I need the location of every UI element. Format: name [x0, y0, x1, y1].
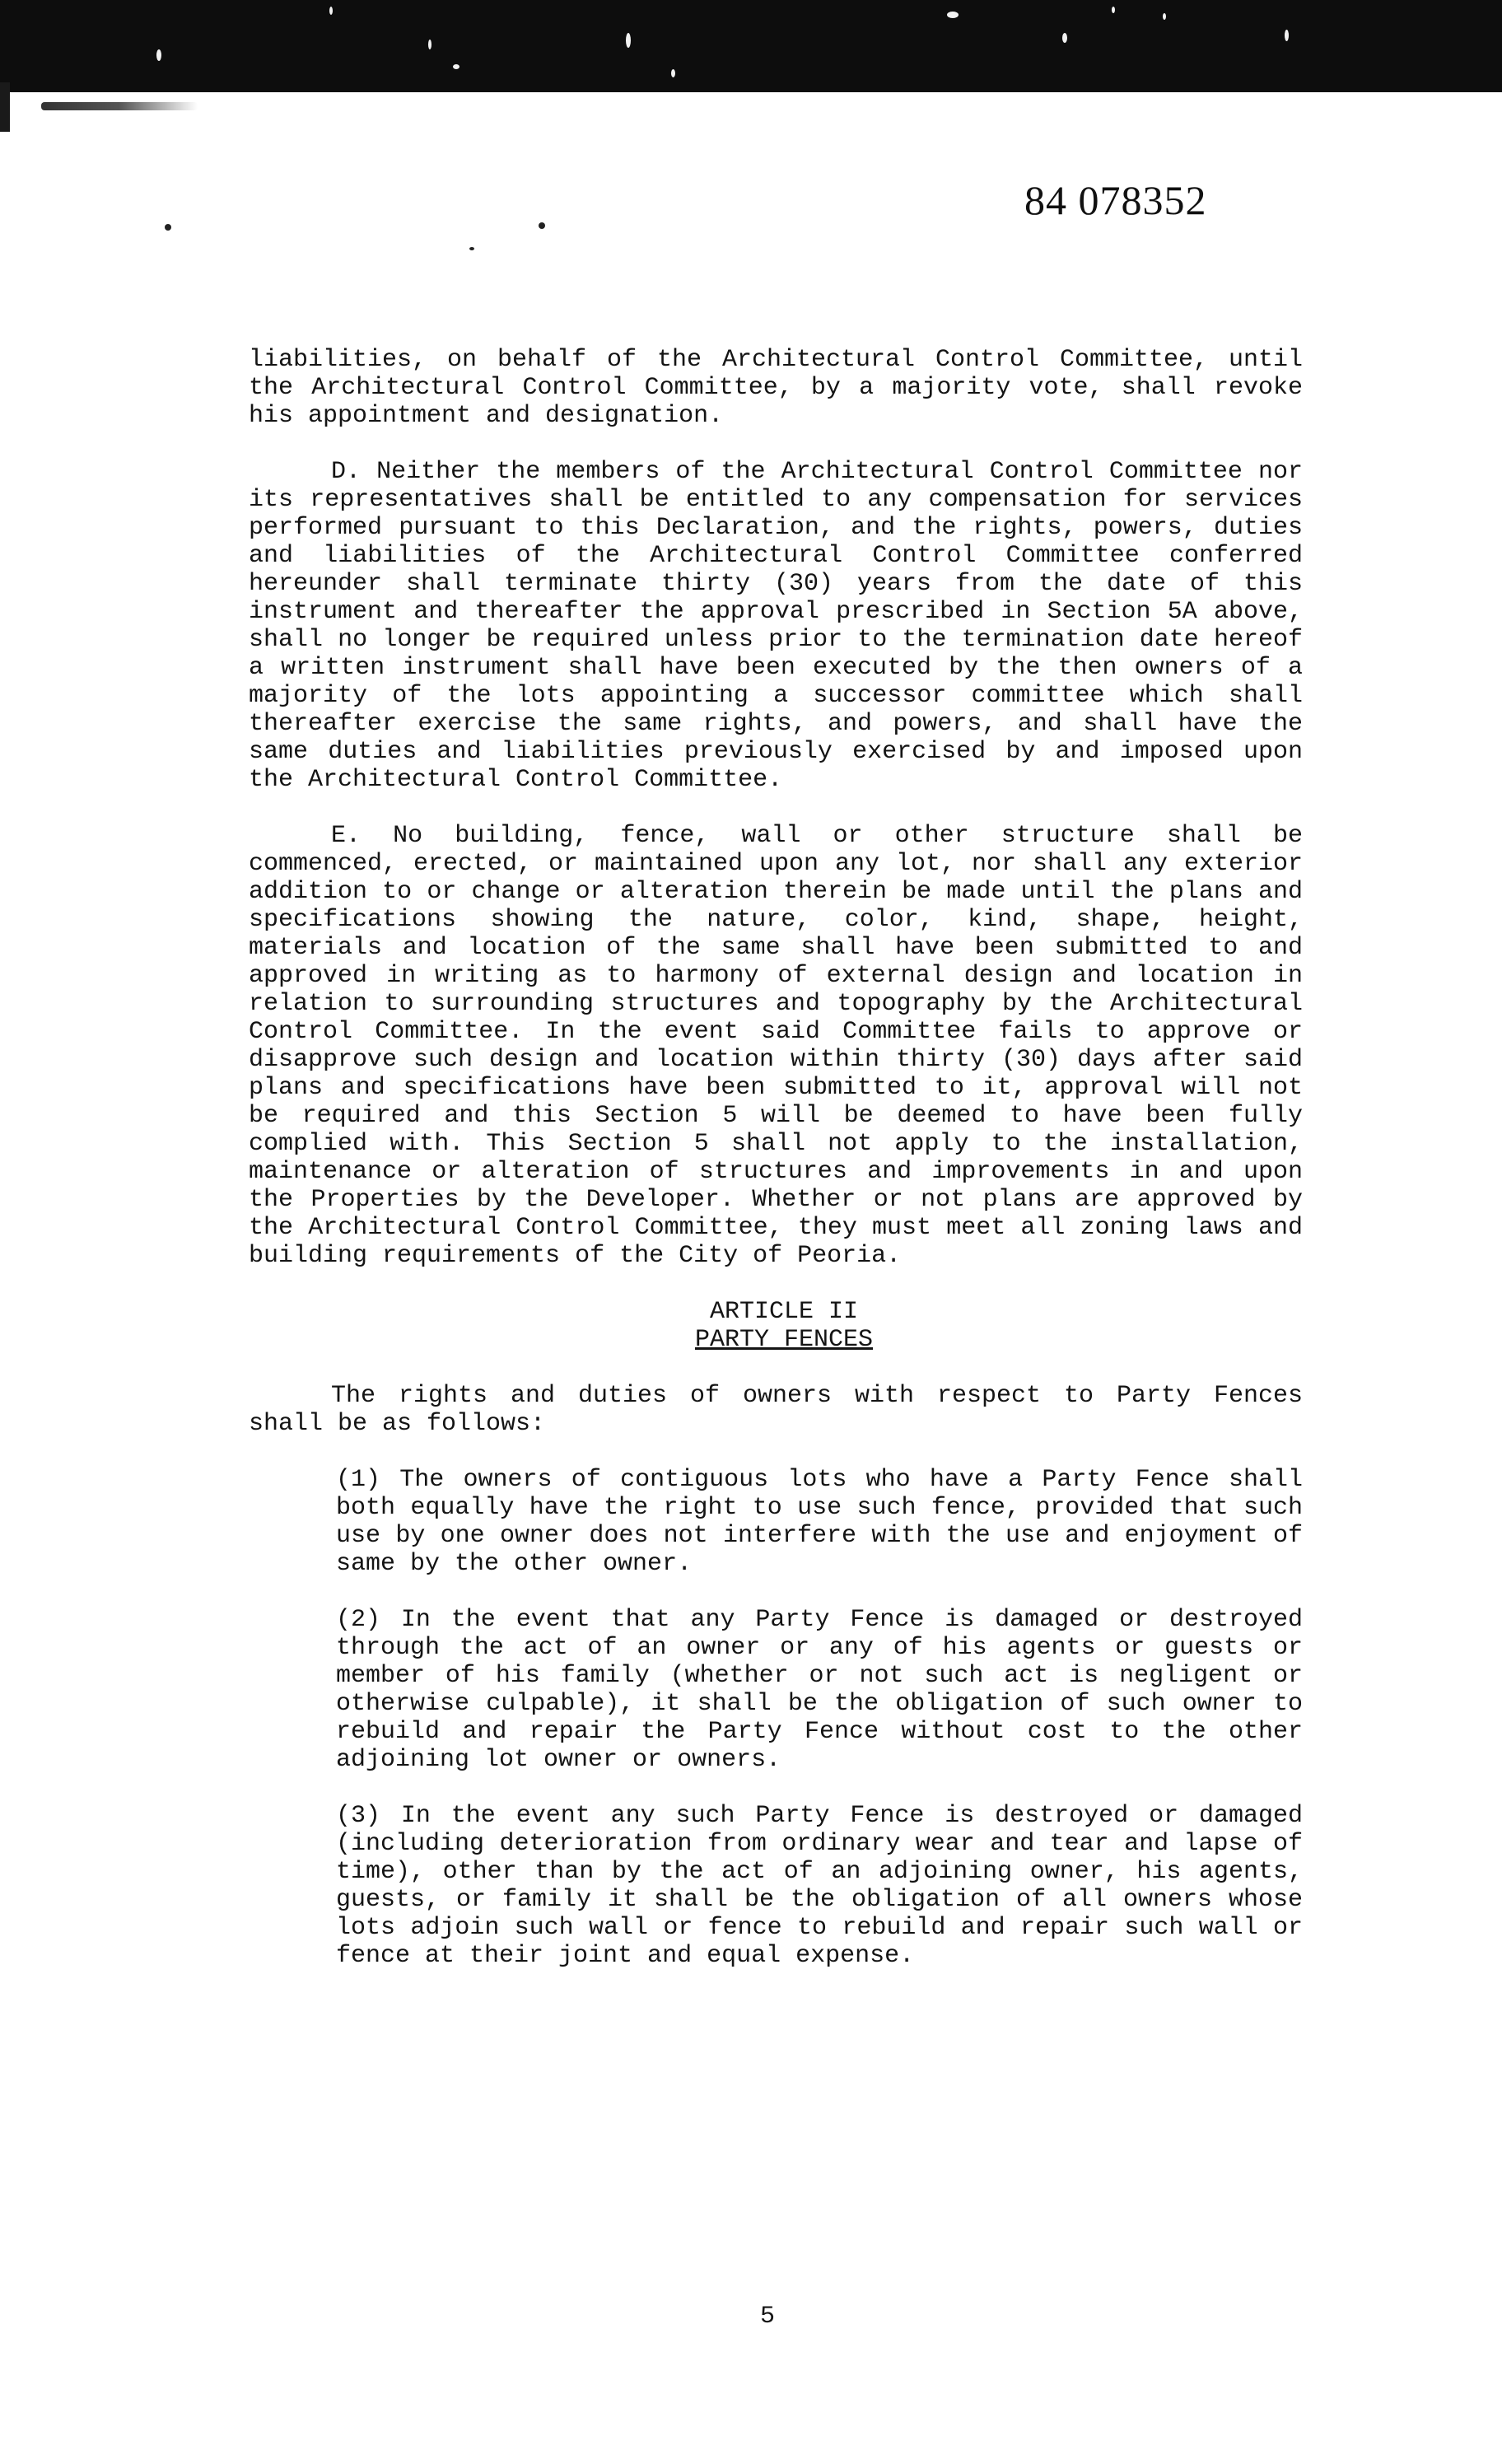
- scan-smudge: [41, 102, 198, 110]
- paragraph-e: E. No building, fence, wall or other structure shall be commenced, erected, or maintained upon any lot, nor shall any exterior addition to or change or alteration therein be made until the plans and specifications showing the nature, color, kind, shape, height, materials and location of the same shall have been submitted to and approved in writing as to harmony of external design and location in relation to surrounding structures and topography by the Architectural Control Committee. In the event said Committee fails to approve or disapprove such design and location within thirty (30) days after said plans and specifications have been submitted to it, approval will not be required and this Section 5 will be deemed to have been fully complied with. This Section 5 shall not apply to the installation, maintenance or alteration of structures and improvements in and upon the Properties by the Developer. Whether or not plans are approved by the Architectural Control Committee, they must meet all zoning laws and building requirements of the City of Peoria.: [249, 822, 1303, 1270]
- scan-dot: [165, 224, 171, 231]
- article-number: ARTICLE II: [709, 1298, 859, 1326]
- article-intro: The rights and duties of owners with respect to Party Fences shall be as follows:: [249, 1382, 1303, 1438]
- list-item: (2) In the event that any Party Fence is damaged or destroyed through the act of an owner or any of his agents or guests or member of his family (whether or not such act is negligent or otherwise culpable), it shall be the obligation of such owner to rebuild and repair the Party Fence without cost to the other adjoining lot owner or owners.: [336, 1606, 1303, 1774]
- scan-border-left: [0, 82, 10, 132]
- document-body: [249, 346, 1303, 1998]
- scan-border-top: [0, 0, 1502, 92]
- paragraph-continuation: liabilities, on behalf of the Architectural Control Committee, until the Architectural Control Committee, by a majority vote, shall revoke his appointment and designation.: [249, 346, 1303, 430]
- list-item: (1) The owners of contiguous lots who have a Party Fence shall both equally have the right to use such fence, provided that such use by one owner does not interfere with the use and enjoyment of same by the other owner.: [336, 1466, 1303, 1578]
- article-heading: [249, 1298, 1303, 1354]
- document-number: 84 078352: [1024, 177, 1207, 223]
- scan-dot: [469, 247, 474, 250]
- article-title-line: [249, 1326, 1303, 1354]
- page-number: 5: [759, 2303, 775, 2331]
- scan-dot: [539, 222, 545, 229]
- list-item: (3) In the event any such Party Fence is destroyed or damaged (including deterioration from ordinary wear and tear and lapse of time), other than by the act of an adjoining owner, his agents, guests, or family it shall be the obligation of all owners whose lots adjoin such wall or fence to rebuild and repair such wall or fence at their joint and equal expense.: [336, 1802, 1303, 1970]
- article-title: PARTY FENCES: [694, 1326, 874, 1354]
- paragraph-d: D. Neither the members of the Architectural Control Committee nor its representatives shall be entitled to any compensation for services performed pursuant to this Declaration, and the rights, powers, duties and liabilities of the Architectural Control Committee conferred hereunder shall terminate thirty (30) years from the date of this instrument and thereafter the approval prescribed in Section 5A above, shall no longer be required unless prior to the termination date hereof a written instrument shall have been executed by the then owners of a majority of the lots appointing a successor committee which shall thereafter exercise the same rights, and powers, and shall have the same duties and liabilities previously exercised by and imposed upon the Architectural Control Committee.: [249, 458, 1303, 794]
